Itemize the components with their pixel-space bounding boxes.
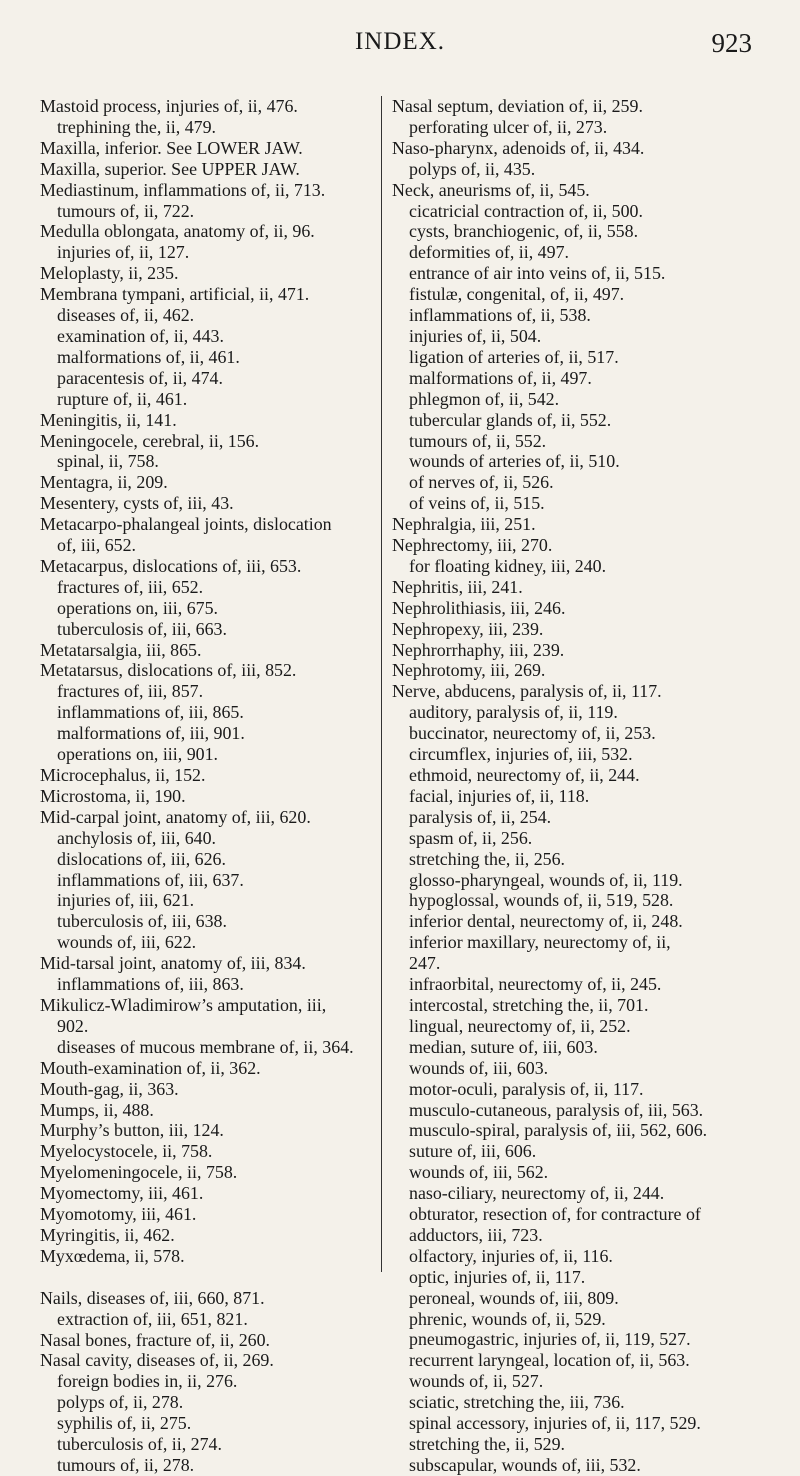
index-entry: Metatarsus, dislocations of, iii, 852. [40,660,297,681]
index-subentry: fistulæ, congenital, of, ii, 497. [409,284,625,305]
index-entry: Mouth-examination of, ii, 362. [40,1057,261,1078]
index-subentry: of veins of, ii, 515. [409,493,545,514]
index-subentry: dislocations of, iii, 626. [57,848,226,869]
index-entry: Mediastinum, inflammations of, ii, 713. [40,179,326,200]
index-subentry: spinal, ii, 758. [57,451,159,472]
index-subentry: perforating ulcer of, ii, 273. [409,116,608,137]
index-subentry: for floating kidney, iii, 240. [409,555,607,576]
index-entry: Myelomeningocele, ii, 758. [40,1162,238,1183]
page-header [0,28,800,68]
index-subentry: injuries of, ii, 504. [409,325,542,346]
index-entry: Nephritis, iii, 241. [392,576,523,597]
index-subentry: wounds of, ii, 527. [409,1371,544,1392]
index-subentry: inflammations of, iii, 865. [57,702,244,723]
index-subentry: polyps of, ii, 278. [57,1392,184,1413]
index-entry: Mid-tarsal joint, anatomy of, iii, 834. [40,953,306,974]
index-subentry: tubercular glands of, ii, 552. [409,409,612,430]
index-entry: Mesentery, cysts of, iii, 43. [40,493,234,514]
index-subentry: fractures of, iii, 857. [57,681,204,702]
index-subentry: sciatic, stretching the, iii, 736. [409,1392,625,1413]
index-subentry: stretching the, ii, 529. [409,1434,566,1454]
index-subentry: subscapular, wounds of, iii, 532. [409,1454,641,1475]
index-subentry: inflammations of, iii, 863. [57,974,244,995]
index-entry: Murphy’s button, iii, 124. [40,1120,224,1141]
section-gap [40,1267,372,1288]
index-entry: Nephrotomy, iii, 269. [392,660,546,681]
index-subentry: circumflex, injuries of, iii, 532. [409,744,633,765]
index-subentry: wounds of arteries of, ii, 510. [409,451,620,472]
index-entry: Mastoid process, injuries of, ii, 476. [40,96,298,116]
index-entry: Myringitis, ii, 462. [40,1224,175,1245]
index-subentry: wounds of, iii, 622. [57,932,197,953]
index-subentry: facial, injuries of, ii, 118. [409,785,590,806]
index-subentry: 247. [409,953,441,974]
index-entry: Myxœdema, ii, 578. [40,1245,185,1266]
index-entry: Meningocele, cerebral, ii, 156. [40,430,260,451]
index-subentry: examination of, ii, 443. [57,325,224,346]
index-entry: Mouth-gag, ii, 363. [40,1078,179,1099]
index-subentry: diseases of mucous membrane of, ii, 364. [57,1036,354,1057]
index-entry: Nephrectomy, iii, 270. [392,535,553,556]
index-subentry: cysts, branchiogenic, of, ii, 558. [409,221,639,242]
index-subentry: ligation of arteries of, ii, 517. [409,346,619,367]
index-subentry: ethmoid, neurectomy of, ii, 244. [409,765,640,785]
index-entry: Myomectomy, iii, 461. [40,1183,204,1204]
index-subentry: wounds of, iii, 562. [409,1162,549,1183]
index-subentry: median, suture of, iii, 603. [409,1036,598,1057]
index-subentry: malformations of, iii, 901. [57,723,245,744]
index-column-right [392,96,764,1476]
index-subentry: operations on, iii, 901. [57,744,218,765]
index-subentry: olfactory, injuries of, ii, 116. [409,1245,613,1266]
index-subentry: suture of, iii, 606. [409,1141,537,1162]
index-subentry: cicatricial contraction of, ii, 500. [409,200,643,221]
index-subentry: rupture of, ii, 461. [57,388,188,409]
index-entry: Nerve, abducens, paralysis of, ii, 117. [392,681,662,702]
index-subentry: pneumogastric, injuries of, ii, 119, 527. [409,1329,691,1350]
index-subentry: glosso-pharyngeal, wounds of, ii, 119. [409,869,683,890]
index-entry: Metacarpus, dislocations of, iii, 653. [40,555,302,576]
index-subentry: 902. [57,1015,89,1036]
index-subentry: paralysis of, ii, 254. [409,806,552,827]
index-subentry: tumours of, ii, 552. [409,430,547,451]
index-subentry: auditory, paralysis of, ii, 119. [409,702,618,723]
index-subentry: tuberculosis of, iii, 663. [57,618,227,639]
index-subentry: injuries of, ii, 127. [57,242,190,263]
index-subentry: optic, injuries of, ii, 117. [409,1266,586,1287]
index-subentry: diseases of, ii, 462. [57,305,195,326]
index-subentry: phrenic, wounds of, ii, 529. [409,1308,606,1329]
index-subentry: inflammations of, ii, 538. [409,305,591,326]
index-entry: Maxilla, superior. See UPPER JAW. [40,158,300,179]
index-entry: Nasal cavity, diseases of, ii, 269. [40,1350,274,1371]
index-subentry: deformities of, ii, 497. [409,242,569,263]
index-subentry: infraorbital, neurectomy of, ii, 245. [409,974,662,995]
index-subentry: tuberculosis of, iii, 638. [57,911,227,932]
index-subentry: syphilis of, ii, 275. [57,1413,192,1434]
index-entry: Membrana tympani, artificial, ii, 471. [40,284,310,305]
index-entry: Meningitis, ii, 141. [40,409,177,430]
index-entry: Nasal septum, deviation of, ii, 259. [392,96,643,116]
index-subentry: stretching the, ii, 256. [409,848,566,869]
index-subentry: polyps of, ii, 435. [409,158,536,179]
index-subentry: extraction of, iii, 651, 821. [57,1308,248,1329]
index-subentry: inferior dental, neurectomy of, ii, 248. [409,911,683,932]
index-subentry: anchylosis of, iii, 640. [57,827,217,848]
index-subentry: tumours of, ii, 722. [57,200,195,221]
index-entry: Nephropexy, iii, 239. [392,618,544,639]
index-subentry: malformations of, ii, 497. [409,367,592,388]
index-subentry: fractures of, iii, 652. [57,576,204,597]
index-subentry: spinal accessory, injuries of, ii, 117, 529. [409,1413,701,1434]
index-subentry: tumours of, ii, 278. [57,1455,195,1475]
index-column-left [40,96,372,1476]
index-entry: Meloplasty, ii, 235. [40,263,179,284]
index-subentry: buccinator, neurectomy of, ii, 253. [409,723,656,744]
index-entry: Metatarsalgia, iii, 865. [40,639,202,660]
index-subentry: phlegmon of, ii, 542. [409,388,560,409]
index-subentry: trephining the, ii, 479. [57,116,217,137]
index-subentry: entrance of air into veins of, ii, 515. [409,263,666,284]
index-subentry: spasm of, ii, 256. [409,827,533,848]
index-entry: Nails, diseases of, iii, 660, 871. [40,1287,265,1308]
index-entry: Nephrolithiasis, iii, 246. [392,597,566,618]
index-entry: Maxilla, inferior. See LOWER JAW. [40,137,303,158]
index-entry: Naso-pharynx, adenoids of, ii, 434. [392,137,645,158]
index-subentry: wounds of, iii, 603. [409,1057,549,1078]
index-subentry: of nerves of, ii, 526. [409,472,554,493]
index-entry: Medulla oblongata, anatomy of, ii, 96. [40,221,315,242]
index-entry: Myelocystocele, ii, 758. [40,1141,213,1162]
index-subentry: naso-ciliary, neurectomy of, ii, 244. [409,1183,665,1204]
index-subentry: inferior maxillary, neurectomy of, ii, [409,932,671,953]
index-subentry: motor-oculi, paralysis of, ii, 117. [409,1078,644,1099]
index-subentry: obturator, resection of, for contracture of [409,1204,701,1225]
index-subentry: injuries of, iii, 621. [57,890,195,911]
index-entry: Neck, aneurisms of, ii, 545. [392,179,590,200]
index-subentry: lingual, neurectomy of, ii, 252. [409,1015,631,1036]
index-entry: Microcephalus, ii, 152. [40,765,206,785]
index-entry: Microstoma, ii, 190. [40,785,186,806]
index-subentry: musculo-spiral, paralysis of, iii, 562, 606. [409,1120,708,1141]
page-number: 923 [711,28,752,58]
index-entry: Mentagra, ii, 209. [40,472,168,493]
index-entry: Mikulicz-Wladimirow’s amputation, iii, [40,994,327,1015]
index-subentry: recurrent laryngeal, location of, ii, 563. [409,1350,690,1371]
index-entry: Metacarpo-phalangeal joints, dislocation [40,514,332,535]
page-title: INDEX. [354,28,445,55]
index-entry: Nephrorrhaphy, iii, 239. [392,639,565,660]
index-subentry: inflammations of, iii, 637. [57,869,244,890]
index-subentry: peroneal, wounds of, iii, 809. [409,1287,619,1308]
index-subentry: foreign bodies in, ii, 276. [57,1371,238,1392]
index-subentry: intercostal, stretching the, ii, 701. [409,994,649,1015]
index-subentry: adductors, iii, 723. [409,1224,543,1245]
index-subentry: paracentesis of, ii, 474. [57,367,223,388]
index-subentry: of, iii, 652. [57,535,137,556]
index-entry: Mid-carpal joint, anatomy of, iii, 620. [40,806,311,827]
index-entry: Nasal bones, fracture of, ii, 260. [40,1329,271,1350]
index-subentry: musculo-cutaneous, paralysis of, iii, 563. [409,1099,704,1120]
index-entry: Nephralgia, iii, 251. [392,514,536,535]
column-divider [381,96,382,1272]
index-subentry: operations on, iii, 675. [57,597,218,618]
index-entry: Myomotomy, iii, 461. [40,1204,197,1225]
index-subentry: tuberculosis of, ii, 274. [57,1434,222,1455]
index-subentry: malformations of, ii, 461. [57,346,240,367]
index-entry: Mumps, ii, 488. [40,1099,154,1120]
index-subentry: hypoglossal, wounds of, ii, 519, 528. [409,890,674,911]
